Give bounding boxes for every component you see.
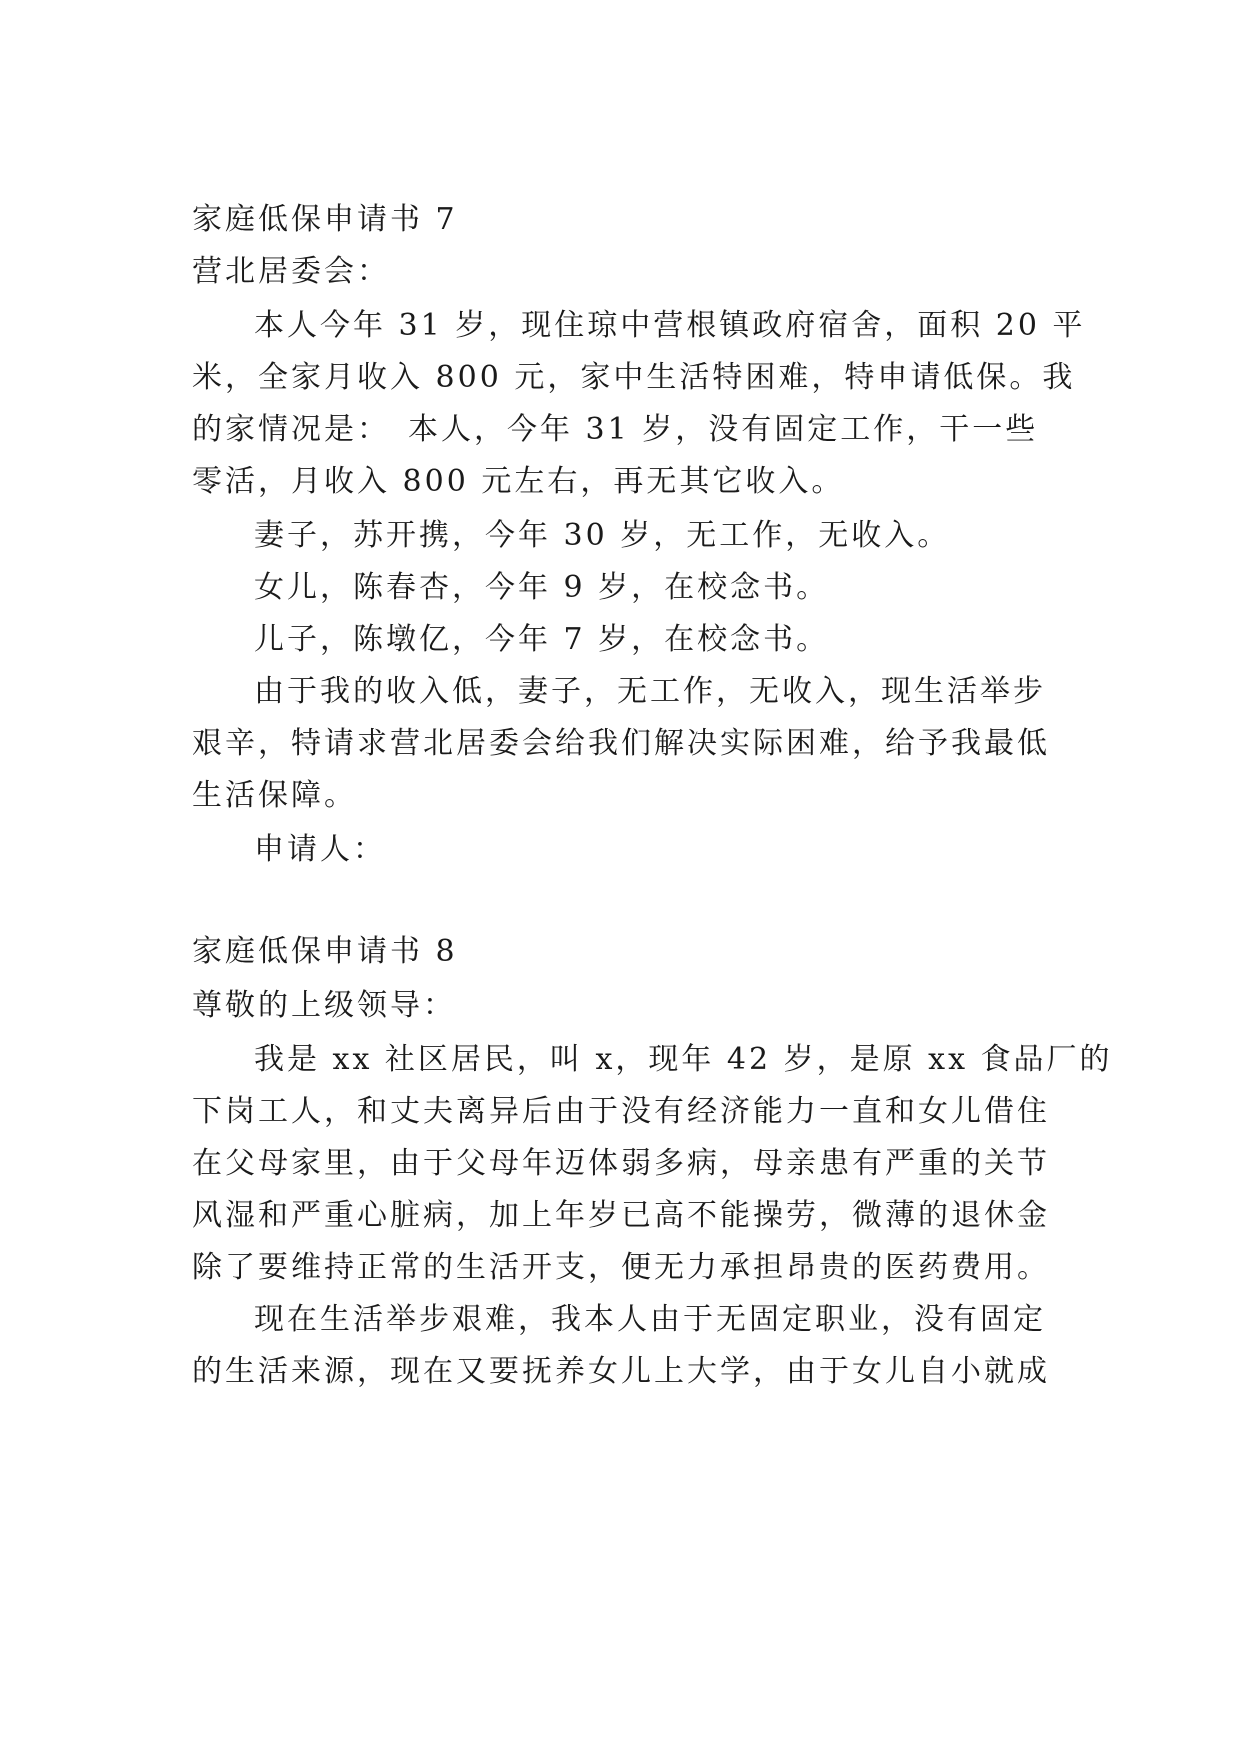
letter-title: 家庭低保申请书 7 <box>192 202 458 237</box>
letter-salutation: 营北居委会： <box>192 254 390 289</box>
letter-salutation: 尊敬的上级领导： <box>192 988 456 1023</box>
paragraph-line: 下岗工人，和丈夫离异后由于没有经济能力一直和女儿借住 <box>192 1094 1050 1129</box>
paragraph-line: 我是 xx 社区居民，叫 x，现年 42 岁，是原 xx 食品厂的 <box>254 1042 1113 1077</box>
paragraph-line: 的家情况是： 本人，今年 31 岁，没有固定工作，干一些 <box>192 412 1039 447</box>
letter-title: 家庭低保申请书 8 <box>192 934 458 969</box>
paragraph-line: 女儿，陈春杏，今年 9 岁，在校念书。 <box>254 570 830 605</box>
paragraph-line: 在父母家里，由于父母年迈体弱多病，母亲患有严重的关节 <box>192 1146 1050 1181</box>
paragraph-line: 妻子，苏开携，今年 30 岁，无工作，无收入。 <box>254 518 951 553</box>
applicant-label: 申请人： <box>254 832 386 867</box>
paragraph-line: 米，全家月收入 800 元，家中生活特困难，特申请低保。我 <box>192 360 1076 395</box>
paragraph-line: 本人今年 31 岁，现住琼中营根镇政府宿舍，面积 20 平 <box>254 308 1086 343</box>
paragraph-line: 儿子，陈墩亿，今年 7 岁，在校念书。 <box>254 622 830 657</box>
paragraph-line: 生活保障。 <box>192 778 357 813</box>
paragraph-line: 的生活来源，现在又要抚养女儿上大学，由于女儿自小就成 <box>192 1354 1050 1389</box>
paragraph-line: 由于我的收入低，妻子，无工作，无收入，现生活举步 <box>254 674 1046 709</box>
paragraph-line: 风湿和严重心脏病，加上年岁已高不能操劳，微薄的退休金 <box>192 1198 1050 1233</box>
paragraph-line: 艰辛，特请求营北居委会给我们解决实际困难，给予我最低 <box>192 726 1050 761</box>
paragraph-line: 除了要维持正常的生活开支，便无力承担昂贵的医药费用。 <box>192 1250 1050 1285</box>
paragraph-line: 零活，月收入 800 元左右，再无其它收入。 <box>192 464 845 499</box>
paragraph-line: 现在生活举步艰难，我本人由于无固定职业，没有固定 <box>254 1302 1046 1337</box>
